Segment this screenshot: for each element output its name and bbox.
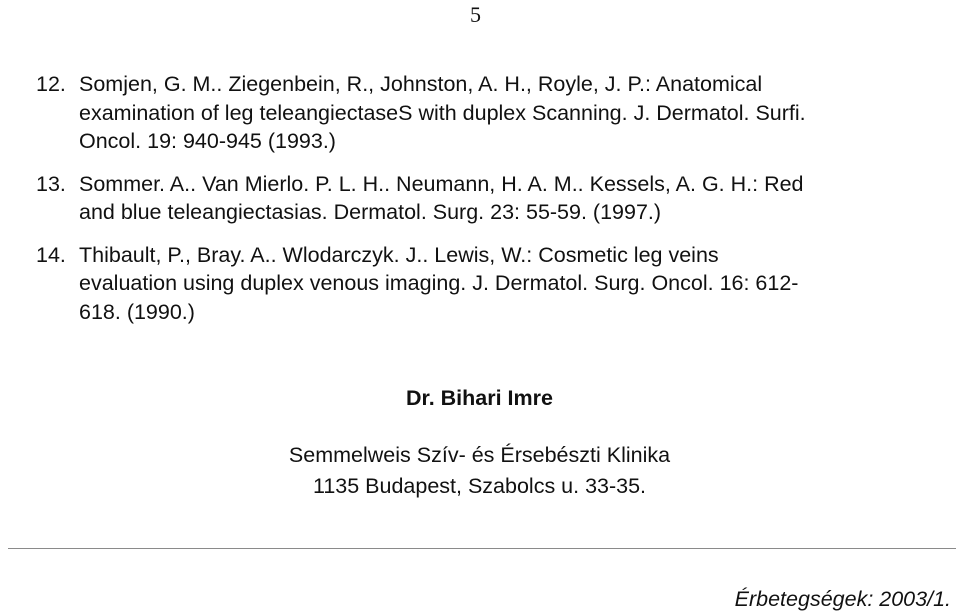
reference-item: [36, 241, 941, 327]
reference-line: Somjen, G. M.. Ziegenbein, R., Johnston, A. H., Royle, J. P.: Anatomical: [79, 72, 763, 96]
journal-footer: Érbetegségek: 2003/1.: [734, 587, 951, 611]
author-name: Dr. Bihari Imre: [406, 386, 553, 410]
reference-line: 618. (1990.): [79, 299, 195, 324]
reference-line: Thibault, P., Bray. A.. Wlodarczyk. J.. Lewis, W.: Cosmetic leg veins: [79, 242, 719, 267]
reference-line: examination of leg teleangiectaseS with duplex Scanning. J. Dermatol. Surfi.: [79, 100, 806, 125]
reference-item: [36, 70, 941, 156]
reference-line: evaluation using duplex venous imaging. J. Dermatol. Surg. Oncol. 16: 612-: [79, 271, 799, 295]
reference-number: 12.: [36, 72, 66, 96]
reference-number: 13.: [36, 171, 66, 196]
reference-line: Oncol. 19: 940-945 (1993.): [79, 129, 336, 153]
reference-line: and blue teleangiectasias. Dermatol. Surg. 23: 55-59. (1997.): [79, 200, 662, 224]
footer-divider: [8, 548, 956, 549]
reference-line: Sommer. A.. Van Mierlo. P. L. H.. Neumann, H. A. M.. Kessels, A. G. H.: Red: [79, 171, 804, 196]
author-institution: Semmelweis Szív- és Érsebészti Klinika: [288, 443, 671, 467]
page-number: 5: [470, 2, 481, 27]
reference-item: [36, 170, 941, 227]
reference-list: [36, 70, 941, 340]
reference-number: 14.: [36, 242, 66, 267]
author-address: 1135 Budapest, Szabolcs u. 33-35.: [312, 474, 647, 498]
